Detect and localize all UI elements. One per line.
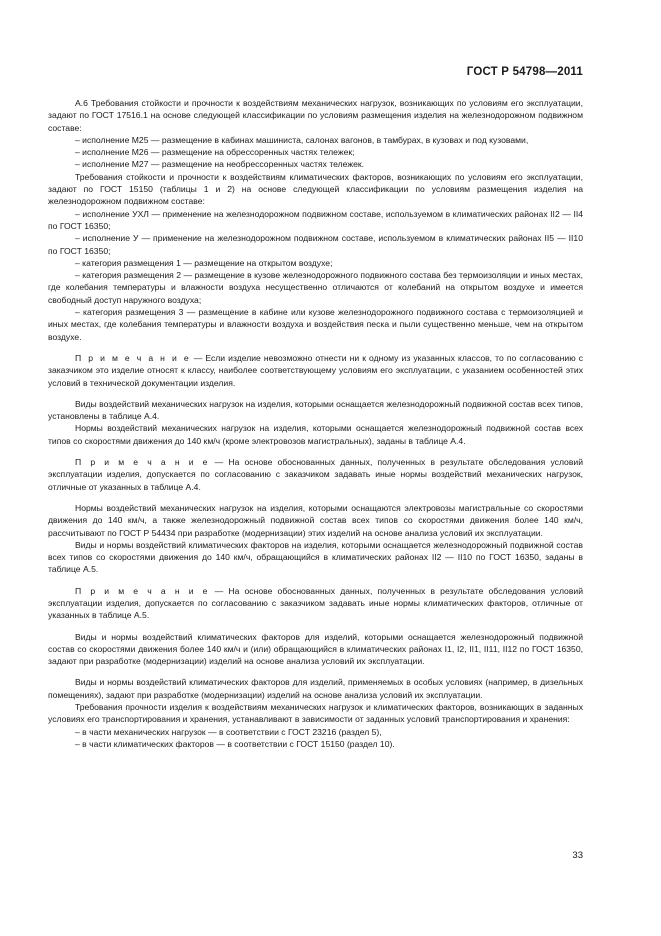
- note-text: — Если изделие невозможно отнести ни к одному из указанных классов, то по согласованию с заказчиком это изделие относят к классу, наиболее соответствующему условиям его эксплуатации, с указанием особенностей этих условий в технической документации изделия.: [48, 352, 584, 388]
- list-item: – категория размещения 2 — размещение в кузове железнодорожного подвижного состава без термоизоляции и иных местах, где колебания температуры и влажности воздуха несущественно отличаются от колебаний на открытом воздухе и имеется свободный доступ наружного воздуха;: [48, 270, 583, 305]
- note-paragraph: [48, 456, 583, 493]
- list-item: – исполнение У — применение на железнодорожном подвижном составе, используемом в климатических районах II5 — II10 по ГОСТ 16350;: [48, 233, 583, 256]
- document-header: ГОСТ Р 54798—2011: [466, 66, 583, 78]
- document-body: [48, 97, 583, 750]
- list-item: – категория размещения 1 — размещение на открытом воздухе;: [75, 257, 333, 268]
- note-label: П р и м е ч а н и е: [75, 457, 210, 468]
- paragraph: Требования стойкости и прочности к воздействиям климатических факторов, возникающих по условиям его эксплуатации, задают по ГОСТ 15150 (таблицы 1 и 2) на основе следующей классификации по условиям размещения изделия на железнодорожном подвижном составе:: [48, 171, 583, 207]
- note-label: П р и м е ч а н и е: [75, 585, 210, 596]
- list-item: – исполнение М26 — размещение на обрессоренных частях тележек;: [75, 147, 355, 158]
- note-paragraph: [48, 585, 583, 622]
- paragraph: Нормы воздействий механических нагрузок на изделия, которыми оснащаются электровозы магистральные со скоростями движения до 140 км/ч, а также железнодорожный подвижной состав всех типов со скоростями движения более 140 км/ч, рассчитывают по ГОСТ Р 54434 при разработке (модернизации) этих изделий на основе анализа условий их эксплуатации.: [48, 502, 583, 538]
- paragraph: Виды и нормы воздействий климатических факторов для изделий, применяемых в особых условиях (например, в дизельных помещениях), задают при разработке (модернизации) изделий на основе анализа условий их эксплуатации.: [48, 677, 583, 700]
- note-label: П р и м е ч а н и е: [75, 352, 191, 363]
- note-text: — На основе обоснованных данных, полученных в результате обследования условий эксплуатации изделия, допускается по согласованию с заказчиком задавать иные нормы климатических факторов, отличные от указанных в таблице А.5.: [48, 585, 583, 621]
- paragraph: Нормы воздействий механических нагрузок на изделия, которыми оснащается железнодорожный подвижной состав всех типов со скоростями движения до 140 км/ч (кроме электровозов магистральных), заданы в таблице А.4.: [48, 423, 583, 446]
- list-item: – категория размещения 3 — размещение в кабине или кузове железнодорожного подвижного состава с термоизоляцией и иных местах, где колебания температуры и влажности воздуха и воздействия песка и пыли существенно меньше, чем на открытом воздухе.: [48, 307, 583, 342]
- list-item: – в части климатических факторов — в соответствии с ГОСТ 15150 (раздел 10).: [75, 738, 395, 749]
- list-item: – исполнение М25 — размещение в кабинах машиниста, салонах вагонов, в тамбурах, в кузовах и под кузовами,: [75, 134, 529, 145]
- paragraph: А.6 Требования стойкости и прочности к воздействиям механических нагрузок, возникающих по условиям его эксплуатации, задают по ГОСТ 17516.1 на основе следующей классификации по условиям размещения изделия на железнодорожном подвижном составе:: [48, 98, 583, 133]
- list-item: – исполнение М27 — размещение на необрессоренных частях тележек.: [75, 159, 365, 170]
- note-paragraph: [48, 352, 583, 389]
- list-item: – исполнение УХЛ — применение на железнодорожном подвижном составе, используемом в климатических районах II2 — II4 по ГОСТ 16350;: [48, 208, 583, 231]
- paragraph: Виды и нормы воздействий климатических факторов на изделия, которыми оснащается железнодорожный подвижной состав всех типов со скоростями движения до 140 км/ч, обращающийся в климатических районах II2 — II10 по ГОСТ 16350, заданы в таблице А.5.: [48, 539, 583, 575]
- list-item: – в части механических нагрузок — в соответствии с ГОСТ 23216 (раздел 5),: [75, 726, 382, 737]
- paragraph: Виды воздействий механических нагрузок на изделия, которыми оснащается железнодорожный подвижной состав всех типов, установлены в таблице А.4.: [48, 398, 583, 422]
- page-number: 33: [572, 850, 583, 861]
- paragraph: Требования прочности изделия к воздействиям механических нагрузок и климатических факторов, возникающих в заданных условиях его транспортирования и хранения, устанавливают в зависимости от заданных условий транспортирования и хранения:: [48, 702, 583, 725]
- note-text: — На основе обоснованных данных, полученных в результате обследования условий эксплуатации изделия, допускается по согласованию с заказчиком задавать иные нормы воздействий механических нагрузок, отличные от указанных в таблице А.4.: [48, 457, 583, 492]
- paragraph: Виды и нормы воздействий климатических факторов для изделий, которыми оснащается железнодорожный подвижной состав со скоростями движения более 140 км/ч и (или) обращающийся в климатических районах I1, I2, II1, II11, II12 по ГОСТ 16350, задают при разработке (модернизации) изделий на основе анализа условий их эксплуатации.: [48, 631, 583, 667]
